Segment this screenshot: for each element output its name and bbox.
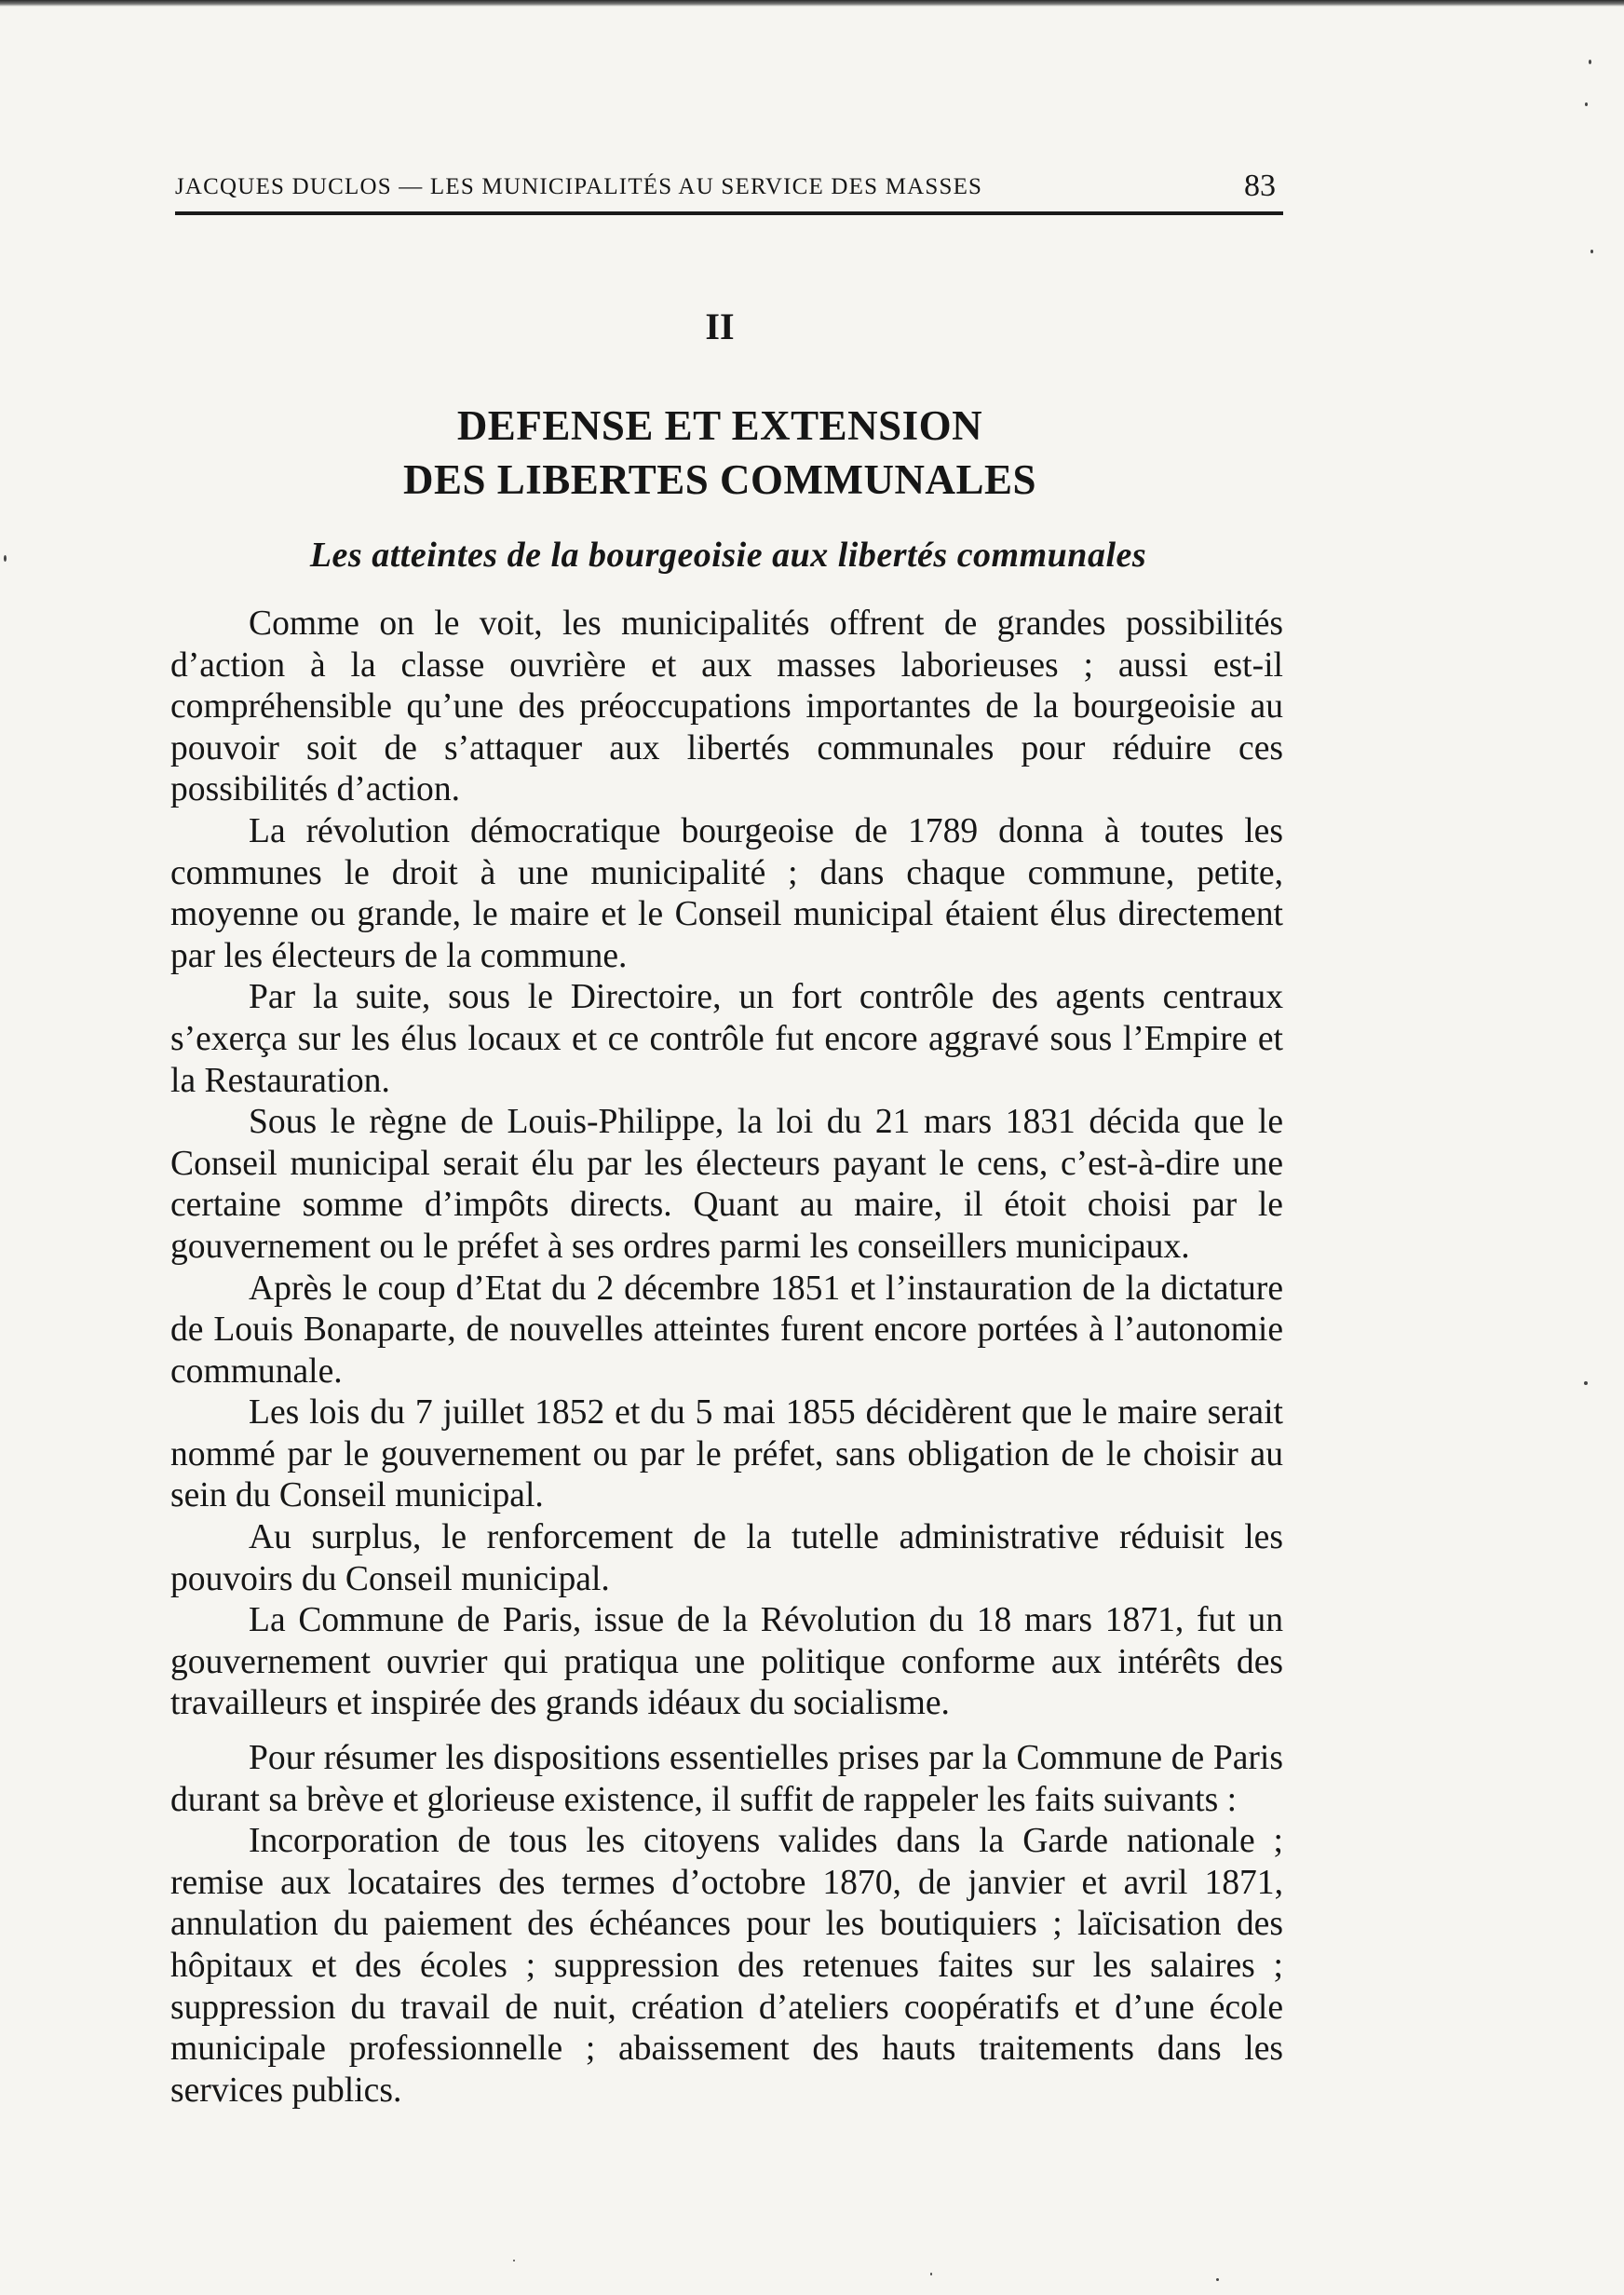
scan-speck [930, 2273, 932, 2275]
scan-speck [4, 555, 7, 562]
part-number: II [705, 306, 735, 347]
scan-speck [1585, 102, 1588, 106]
page-number: 83 [1244, 169, 1276, 203]
paragraph: Après le coup d’Etat du 2 décembre 1851 et l’instauration de la dictature de Louis Bonaparte, de nouvelles atteintes furent encore portées à l’autonomie communale. [170, 1269, 1283, 1391]
paragraph: Incorporation de tous les citoyens valides dans la Garde nationale ; remise aux locataires des termes d’octobre 1870, de janvier et avril 1871, annulation du paiement des échéances pour les boutiquiers ; laïcisation des hôpitaux et des écoles ; suppression des retenues faites sur les salaires ; suppression du travail de nuit, création d’ateliers coopératifs et d’une école municipale professionnelle ; abaissement des hauts traitements dans les services publics. [170, 1822, 1283, 2110]
section-subheading: Les atteintes de la bourgeoisie aux libertés communales [309, 536, 1147, 575]
paragraph: La révolution démocratique bourgeoise de 1789 donna à toutes les communes le droit à une municipalité ; dans chaque commune, petite, moyenne ou grande, le maire et le Conseil municipal étaient élus directement par les électeurs de la commune. [170, 811, 1283, 975]
chapter-title-line-1: DEFENSE ET EXTENSION [456, 402, 983, 449]
paragraph: Au surplus, le renforcement de la tutelle administrative réduisit les pouvoirs du Conseil municipal. [170, 1518, 1283, 1598]
scan-speck [513, 2260, 515, 2261]
chapter-title-line-2: DES LIBERTES COMMUNALES [402, 456, 1037, 503]
body-text [170, 604, 1283, 2112]
paragraph: Par la suite, sous le Directoire, un fort contrôle des agents centraux s’exerça sur les élus locaux et ce contrôle fut encore aggravé sous l’Empire et la Restauration. [170, 978, 1283, 1100]
paragraph: La Commune de Paris, issue de la Révolution du 18 mars 1871, fut un gouvernement ouvrier qui pratiqua une politique conforme aux intérêts des travailleurs et inspirée des grands idéaux du socialisme. [170, 1601, 1283, 1723]
scan-speck [1590, 250, 1593, 253]
scan-speck [1584, 1381, 1588, 1385]
scan-speck [1216, 2278, 1219, 2281]
paragraph: Pour résumer les dispositions essentielles prises par la Commune de Paris durant sa brève et glorieuse existence, il suffit de rappeler les faits suivants : [170, 1739, 1283, 1819]
running-header [175, 170, 1283, 215]
chapter-title [0, 399, 1440, 507]
paragraph: Les lois du 7 juillet 1852 et du 5 mai 1855 décidèrent que le maire serait nommé par le gouvernement ou par le préfet, sans obligation de le choisir au sein du Conseil municipal. [170, 1393, 1283, 1515]
paragraph: Comme on le voit, les municipalités offrent de grandes possibilités d’action à la classe ouvrière et aux masses laborieuses ; aussi est-il compréhensible qu’une des préoccupations importantes de la bourgeoisie au pouvoir soit de s’attaquer aux libertés communales pour réduire ces possibilités d’action. [170, 604, 1283, 809]
paragraph: Sous le règne de Louis-Philippe, la loi du 21 mars 1831 décida que le Conseil municipal serait élu par les électeurs payant le cens, c’est-à-dire une certaine somme d’impôts directs. Quant au maire, il étoit choisi par le gouvernement ou le préfet à ses ordres parmi les conseillers municipaux. [170, 1103, 1283, 1266]
running-title: JACQUES DUCLOS — LES MUNICIPALITÉS AU SERVICE DES MASSES [175, 174, 983, 199]
scan-speck [1589, 60, 1591, 64]
